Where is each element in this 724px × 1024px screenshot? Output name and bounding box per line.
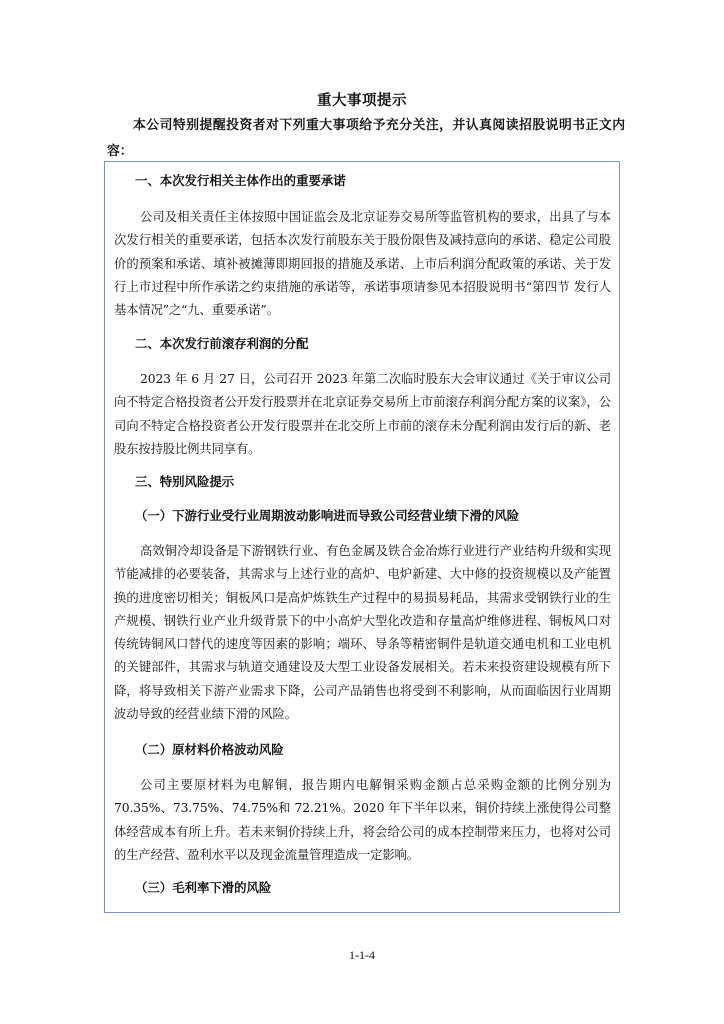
section-1-heading: 一、本次发行相关主体作出的重要承诺 xyxy=(135,173,346,188)
section-3-heading: 三、特别风险提示 xyxy=(135,474,235,489)
risk-2-heading: （二）原材料价格波动风险 xyxy=(135,742,284,757)
notice-box xyxy=(104,161,620,913)
page-title: 重大事项提示 xyxy=(317,93,407,109)
intro-text: 本公司特别提醒投资者对下列重大事项给予充分关注，并认真阅读招股说明书正文内容： xyxy=(107,118,625,159)
risk-2-paragraph: 公司主要原材料为电解铜，报告期内电解铜采购金额占总采购金额的比例分别为 70.35%、73.75%、74.75%和 72.21%。2020 年下半年以来，铜价持续上涨使得公司整体经营成本有所上升。若未来铜价持续上升，将会给公司的成本控制带来压力，也将对公司的生产经营、盈利水平以及现金流量管理造成一定影响。 xyxy=(114,778,611,862)
risk-1-paragraph: 高效铜冷却设备是下游钢铁行业、有色金属及铁合金冶炼行业进行产业结构升级和实现节能减排的必要装备，其需求与上述行业的高炉、电炉新建、大中修的投资规模以及产能置换的进度密切相关；铜板风口是高炉炼铁生产过程中的易损易耗品，其需求受钢铁行业的生产规模、钢铁行业产业升级背景下的中小高炉大型化改造和存量高炉维修进程、铜板风口对传统铸铜风口替代的速度等因素的影响；端环、导条等精密铜件是轨道交通电机和工业电机的关键部件，其需求与轨道交通建设及大型工业设备发展相关。若未来投资建设规模有所下降，将导致相关下游产业需求下降，公司产品销售也将受到不利影响，从而面临因行业周期波动导致的经营业绩下滑的风险。 xyxy=(114,544,611,722)
risk-1-heading: （一）下游行业受行业周期波动影响进而导致公司经营业绩下滑的风险 xyxy=(135,508,520,523)
section-1-paragraph: 公司及相关责任主体按照中国证监会及北京证券交易所等监管机构的要求，出具了与本次发行相关的重要承诺，包括本次发行前股东关于股份限售及减持意向的承诺、稳定公司股价的预案和承诺、填补被摊薄即期回报的措施及承诺、上市后利润分配政策的承诺、关于发行上市过程中所作承诺之约束措施的承诺等，承诺事项请参见本招股说明书“第四节 发行人基本情况”之“九、重要承诺”。 xyxy=(114,210,611,318)
section-2-paragraph: 2023 年 6 月 27 日，公司召开 2023 年第二次临时股东大会审议通过《关于审议公司向不特定合格投资者公开发行股票并在北京证券交易所上市前滚存利润分配方案的议案》，公司向不特定合格投资者公开发行股票并在北交所上市前的滚存未分配利润由发行后的新、老股东按持股比例共同享有。 xyxy=(114,372,611,456)
risk-3-heading: （三）毛利率下滑的风险 xyxy=(135,880,272,895)
page-number: 1-1-4 xyxy=(349,948,375,962)
section-2-heading: 二、本次发行前滚存利润的分配 xyxy=(135,336,309,351)
